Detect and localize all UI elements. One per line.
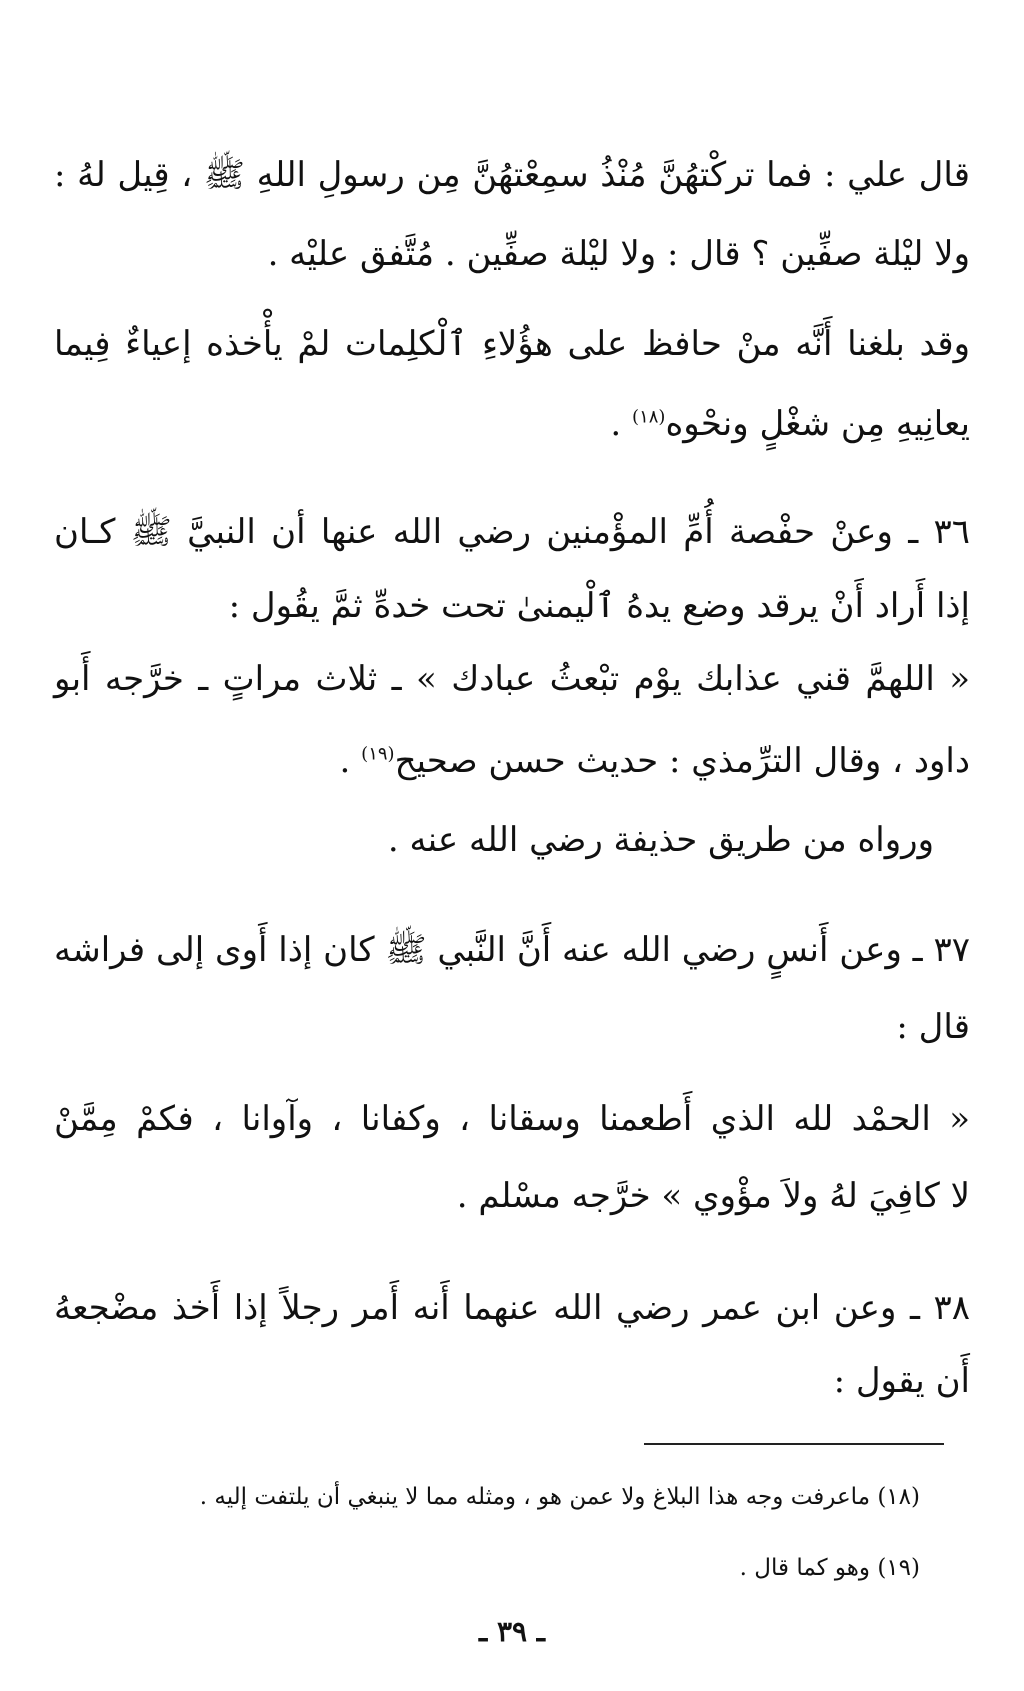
text-line-11: قال : — [896, 1007, 970, 1047]
text-line-4-body: يعانِيهِ مِن شغْلٍ ونحْوه — [665, 404, 970, 444]
text-line-4 — [54, 400, 970, 448]
footnote-18: (١٨) ماعرفت وجه هذا البلاغ ولا عمن هو ، ومثله مما لا ينبغي أن يلتفت إليه . — [199, 1484, 920, 1510]
footnote-divider — [644, 1443, 944, 1445]
text-line-5: ٣٦ ـ وعنْ حفْصة أُمِّ المؤْمنين رضي الله عنها أن النبيَّ ﷺ كـان — [54, 512, 970, 552]
text-line-1: قال علي : فما تركْتهُنَّ مُنْذُ سمِعْتهُنَّ مِن رسولِ اللهِ ﷺ ، قِيل لهُ : — [54, 155, 970, 195]
text-line-9: ورواه من طريق حذيفة رضي الله عنه . — [387, 820, 934, 860]
footnote-19: (١٩) وهو كما قال . — [739, 1555, 920, 1581]
text-line-15: أَن يقول : — [833, 1361, 970, 1401]
text-line-10: ٣٧ ـ وعن أَنسٍ رضي الله عنه أَنَّ النَّبي ﷺ كان إذا أَوى إلى فراشه — [54, 930, 970, 970]
page-number: ـ ٣٩ ـ — [479, 1615, 545, 1648]
text-line-3: وقد بلغنا أَنَّه منْ حافظ على هؤُلاءِ ٱلْكلِمات لمْ يأْخذه إعياءٌ فِيما — [54, 324, 970, 364]
footnote-ref-19: (١٩) — [361, 743, 395, 765]
text-line-6: إذا أَراد أَنْ يرقد وضع يدهُ ٱلْيمنىٰ تحت خدهِّ ثمَّ يقُول : — [228, 586, 970, 626]
text-line-13: لا كافِيَ لهُ ولاَ مؤْوي » خرَّجه مسْلم . — [456, 1176, 970, 1216]
footnote-ref-18: (١٨) — [632, 406, 666, 428]
text-line-8 — [54, 737, 970, 785]
text-line-12: « الحمْد لله الذي أَطعمنا وسقانا ، وكفانا ، وآوانا ، فكمْ مِمَّنْ — [54, 1099, 970, 1139]
period-1: . — [610, 404, 622, 444]
period-2: . — [339, 741, 351, 781]
text-line-14: ٣٨ ـ وعن ابن عمر رضي الله عنهما أَنه أَمر رجلاً إذا أَخذ مضْجعهُ — [54, 1288, 970, 1328]
text-line-8-body: داود ، وقال الترِّمذي : حديث حسن صحيح — [394, 741, 970, 781]
text-line-7: « اللهمَّ قني عذابك يوْم تبْعثُ عبادك » ـ ثلاث مراتٍ ـ خرَّجه أَبو — [54, 659, 970, 699]
text-line-2: ولا ليْلة صفِّين ؟ قال : ولا ليْلة صفِّين . مُتَّفق عليْه . — [267, 234, 970, 274]
